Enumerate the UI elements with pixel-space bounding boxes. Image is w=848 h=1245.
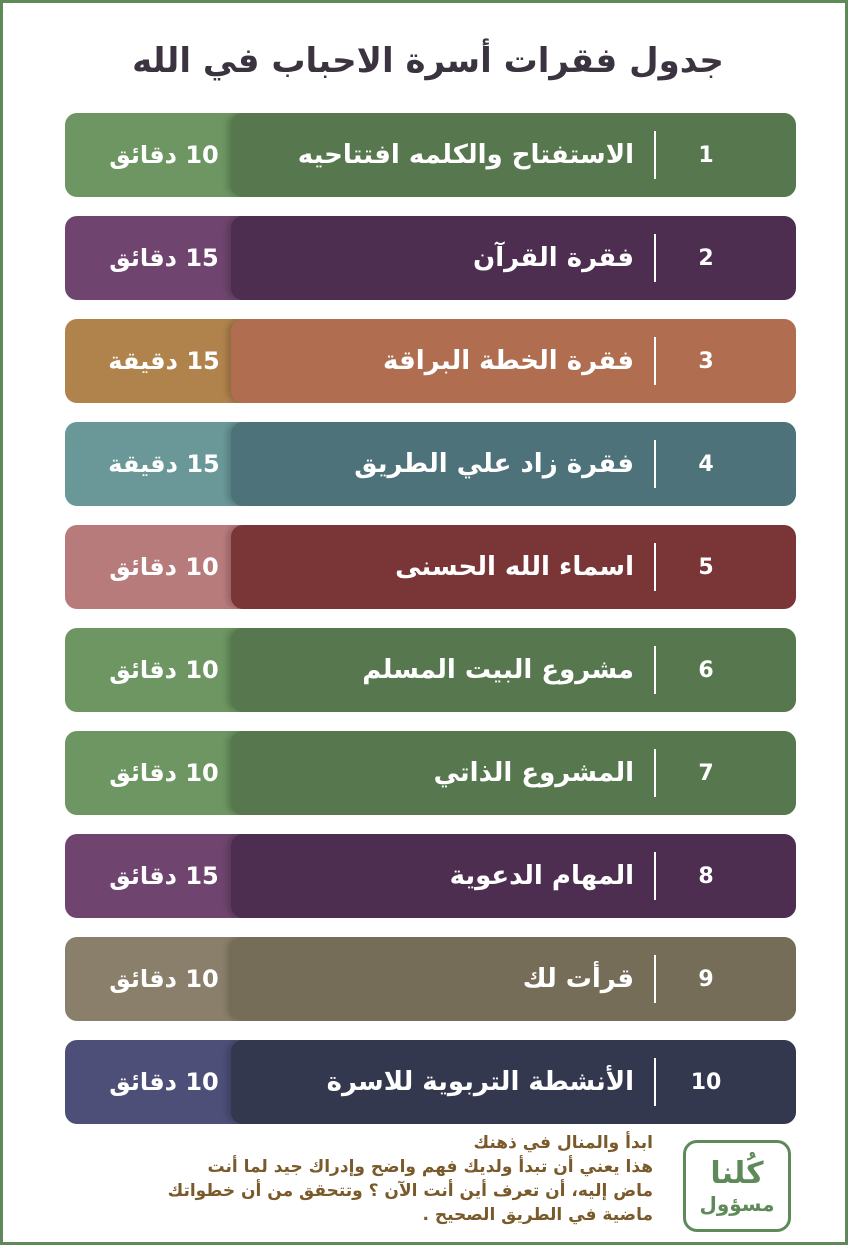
row-separator (654, 646, 656, 694)
row-separator (654, 852, 656, 900)
schedule-row (65, 319, 796, 403)
row-number: 6 (698, 657, 714, 683)
row-label: فقرة القرآن (473, 243, 634, 273)
row-separator (654, 131, 656, 179)
row-label: قرأت لك (522, 964, 634, 994)
row-duration: 15 دقائق (109, 244, 219, 272)
row-label: مشروع البيت المسلم (362, 655, 634, 685)
row-label: الاستفتاح والكلمه افتتاحيه (297, 140, 634, 170)
schedule-row (65, 731, 796, 815)
schedule-row (65, 525, 796, 609)
schedule-row (65, 113, 796, 197)
row-number: 9 (698, 966, 714, 992)
row-duration: 10 دقائق (109, 141, 219, 169)
row-number: 4 (698, 451, 714, 477)
row-duration: 15 دقيقة (108, 450, 220, 478)
row-duration: 15 دقيقة (108, 347, 220, 375)
schedule-row (65, 937, 796, 1021)
row-separator (654, 337, 656, 385)
schedule-row (65, 216, 796, 300)
page-title: جدول فقرات أسرة الاحباب في الله (132, 41, 724, 81)
footer-line: هذا يعني أن تبدأ ولديك فهم واضح وإدراك جيد لما أنت (207, 1157, 653, 1177)
footer-line: ابدأ والمنال في ذهنك (473, 1133, 653, 1153)
row-number: 3 (698, 348, 714, 374)
schedule-row (65, 628, 796, 712)
row-duration: 10 دقائق (109, 1068, 219, 1096)
footer-line: ماض إليه، أن تعرف أين أنت الآن ؟ وتتحقق من أن خطواتك (167, 1181, 653, 1201)
row-label: الأنشطة التربوية للاسرة (326, 1067, 634, 1097)
logo-line-1: كُلنا (710, 1156, 764, 1191)
row-duration: 15 دقائق (109, 862, 219, 890)
row-label: فقرة زاد علي الطريق (354, 449, 634, 479)
footer-note (55, 1131, 653, 1227)
row-label: اسماء الله الحسنى (395, 552, 634, 582)
row-separator (654, 234, 656, 282)
row-number: 2 (698, 245, 714, 271)
row-number: 10 (690, 1069, 722, 1095)
row-duration: 10 دقائق (109, 553, 219, 581)
schedule-row (65, 422, 796, 506)
row-number: 8 (698, 863, 714, 889)
logo (683, 1140, 791, 1232)
row-separator (654, 1058, 656, 1106)
row-duration: 10 دقائق (109, 759, 219, 787)
row-separator (654, 955, 656, 1003)
row-duration: 10 دقائق (109, 965, 219, 993)
logo-line-2: مسؤول (699, 1192, 775, 1216)
row-number: 5 (698, 554, 714, 580)
row-duration: 10 دقائق (109, 656, 219, 684)
row-label: المشروع الذاتي (433, 758, 634, 788)
row-number: 7 (698, 760, 714, 786)
schedule-row (65, 834, 796, 918)
row-label: فقرة الخطة البراقة (382, 346, 634, 376)
footer-line: ماضية في الطريق الصحيح . (422, 1205, 653, 1225)
row-separator (654, 543, 656, 591)
row-label: المهام الدعوية (449, 861, 634, 891)
row-separator (654, 440, 656, 488)
row-number: 1 (698, 142, 714, 168)
row-separator (654, 749, 656, 797)
schedule-row (65, 1040, 796, 1124)
